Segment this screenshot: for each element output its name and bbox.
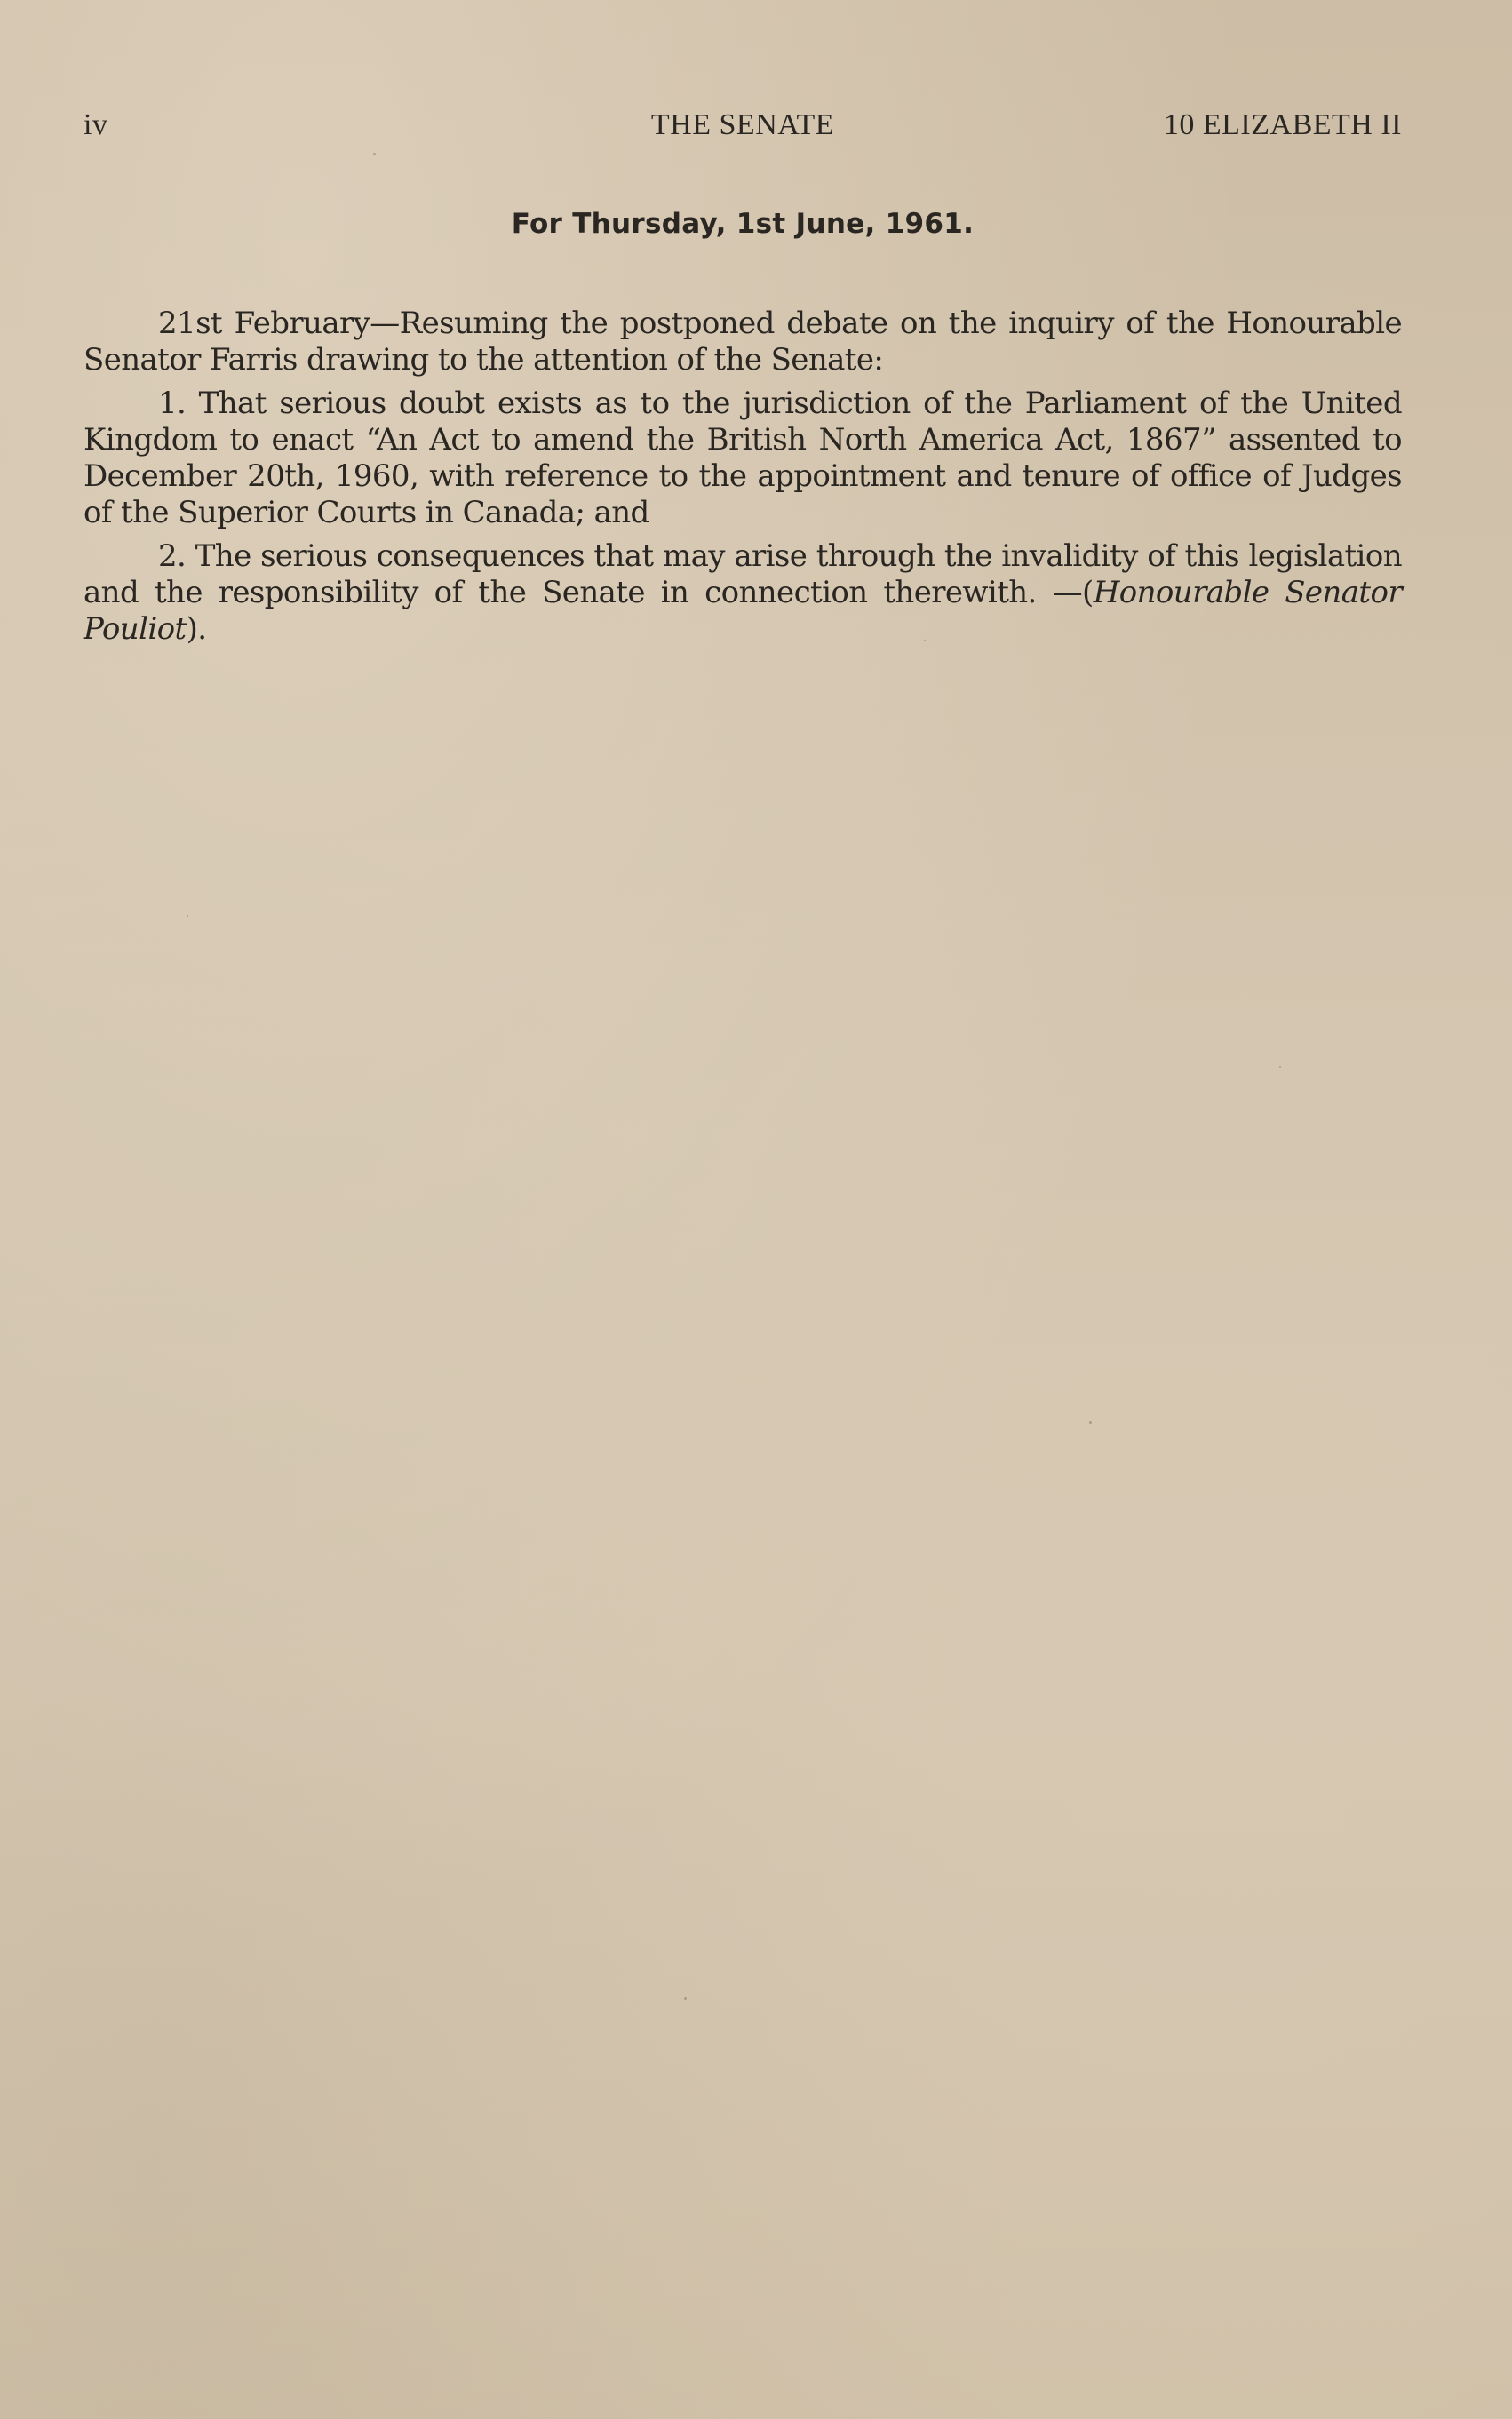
page-number: iv — [84, 108, 108, 141]
paper-speck — [373, 153, 376, 155]
mover-dash: —( — [1052, 575, 1094, 610]
paper-speck — [924, 640, 926, 641]
running-header — [84, 108, 1402, 153]
sitting-date-heading: For Thursday, 1st June, 1961. — [511, 208, 975, 240]
paper-speck — [684, 1997, 687, 2000]
paper-speck — [1089, 1421, 1092, 1424]
journal-title: THE SENATE — [650, 108, 835, 141]
order-of-the-day-entry — [84, 306, 1402, 655]
mover-close: ). — [186, 611, 207, 647]
mover-name: Honourable Senator Pouliot — [84, 575, 1402, 647]
paper-speck — [187, 915, 188, 917]
regnal-year: 10 ELIZABETH II — [1163, 108, 1402, 141]
entry-intro: 21st February—Resuming the postponed debate on the inquiry of the Honourable Senator Farris drawing to the attention of the Senate: — [84, 306, 1402, 378]
inquiry-item-2 — [84, 538, 1402, 648]
inquiry-item-2-text: 2. The serious consequences that may arise through the invalidity of this legislation and the responsibility of the Senate in connection therewith. — [84, 538, 1402, 610]
inquiry-item-1: 1. That serious doubt exists as to the jurisdiction of the Parliament of the United Kingdom to enact “An Act to amend the British North America Act, 1867” assented to December 20th, 1960, with reference to the appointment and tenure of office of Judges of the Superior Courts in Canada; and — [84, 386, 1402, 530]
paper-speck — [1279, 1066, 1281, 1068]
